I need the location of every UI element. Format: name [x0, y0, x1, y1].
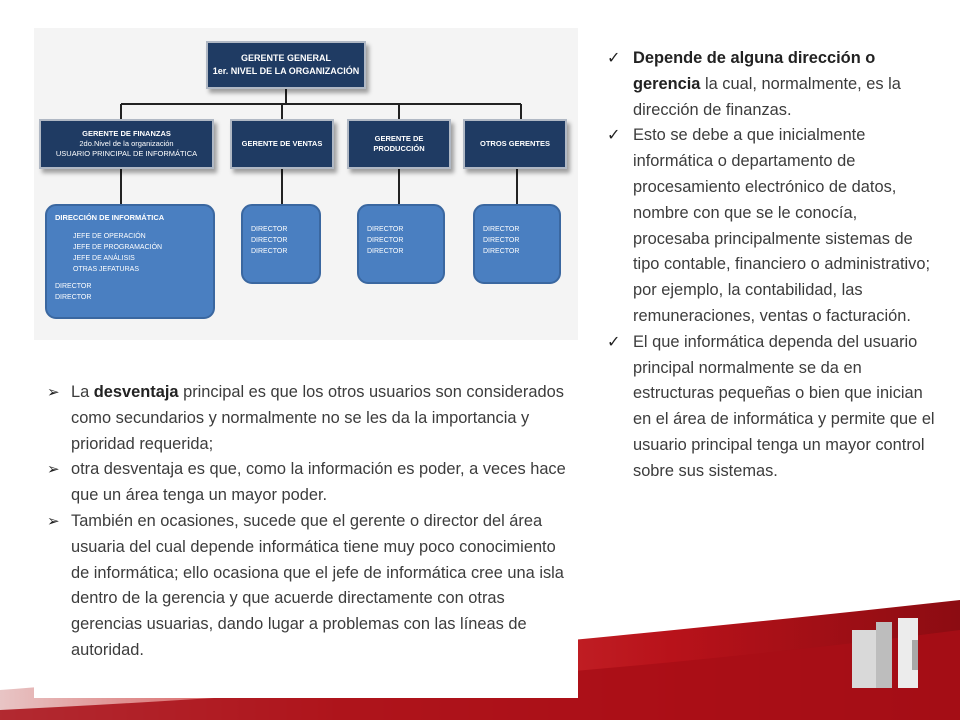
gerente-ventas-box	[230, 119, 334, 169]
org-chart	[34, 28, 578, 340]
director-item: DIRECTOR	[55, 283, 92, 290]
director-item: DIRECTOR	[367, 237, 404, 244]
direccion-informatica-title: DIRECCIÓN DE INFORMÁTICA	[55, 213, 165, 222]
otros-gerentes-title: OTROS GERENTES	[479, 139, 550, 148]
list-item	[598, 46, 938, 123]
jefe-item: JEFE DE PROGRAMACIÓN	[73, 244, 163, 251]
check-bullet-icon: ✓	[607, 333, 621, 351]
gerente-produccion-box	[347, 119, 451, 169]
director-item: DIRECTOR	[367, 226, 404, 233]
list-item	[598, 330, 938, 485]
check-bullet-icon: ✓	[607, 50, 621, 67]
list-item	[34, 457, 578, 509]
director-item: DIRECTOR	[251, 237, 288, 244]
bullet-text: Esto se debe a que inicialmente informática o departamento de procesamiento electrónico de datos, nombre con que se le conocía, procesaba principalmente sistemas de tipo contable, financiero o administrativo; por ejemplo, la contabilidad, las remuneraciones, ventas o facturación.	[633, 126, 931, 325]
bullet-text: El que informática dependa del usuario principal normalmente se da en estructuras pequeñas o bien que inician en el área de informática y permite que el usuario principal tenga un mayor control sobre sus sistemas.	[633, 332, 935, 480]
director-item: DIRECTOR	[367, 248, 404, 255]
jefe-item: JEFE DE ANÁLISIS	[73, 255, 135, 262]
gerente-finanzas-role: USUARIO PRINCIPAL DE INFORMÁTICA	[55, 149, 198, 158]
list-item	[34, 509, 578, 664]
director-item: DIRECTOR	[55, 294, 92, 301]
bullet-bold-text: Depende de alguna dirección o gerencia	[633, 49, 876, 93]
jefe-item: OTRAS JEFATURAS	[73, 266, 139, 273]
arrow-bullet-icon: ➢	[47, 461, 60, 479]
bullet-text: la cual, normalmente, es la dirección de finanzas.	[633, 74, 901, 119]
gerente-general-subtitle: 1er. NIVEL DE LA ORGANIZACIÓN	[212, 66, 360, 76]
gerente-produccion-title-1: GERENTE DE	[374, 134, 424, 143]
produccion-directors-box	[357, 204, 445, 284]
jefes-list	[73, 231, 205, 275]
jefe-item: JEFE DE OPERACIÓN	[73, 233, 146, 240]
gerente-finanzas-level: 2do.Nivel de la organización	[79, 139, 174, 148]
arrow-bullet-icon: ➢	[47, 384, 60, 401]
gerente-general-title: GERENTE GENERAL	[240, 53, 331, 63]
director-item: DIRECTOR	[483, 237, 520, 244]
bullet-text: También en ocasiones, sucede que el gerente o director del área usuaria del cual depende informática tiene muy poco conocimiento de informática; ello ocasiona que el jefe de informática cree una isla dentro de la gerencia y que acuerde directamente con otras gerencias usuarias, dando lugar a problemas con las líneas de autoridad.	[71, 511, 564, 659]
gerente-ventas-title: GERENTE DE VENTAS	[241, 139, 323, 148]
left-bullet-list	[34, 380, 578, 664]
gerente-finanzas-box	[39, 119, 214, 169]
list-item	[34, 380, 578, 457]
otros-directors-box	[473, 204, 561, 284]
direccion-informatica-box	[45, 204, 215, 319]
gerente-produccion-title-2: PRODUCCIÓN	[373, 144, 425, 153]
bullet-bold-text: desventaja	[93, 383, 179, 401]
director-item: DIRECTOR	[483, 248, 520, 255]
director-item: DIRECTOR	[483, 226, 520, 233]
right-bullet-list	[598, 46, 938, 485]
otros-gerentes-box	[463, 119, 567, 169]
director-item: DIRECTOR	[251, 226, 288, 233]
check-bullet-icon: ✓	[607, 127, 621, 145]
director-item: DIRECTOR	[251, 248, 288, 255]
arrow-bullet-icon: ➢	[47, 512, 60, 530]
bullet-text: principal es que los otros usuarios son considerados como secundarios y normalmente no se les da la importancia y prioridad requerida;	[71, 383, 564, 453]
list-item	[598, 123, 938, 329]
gerente-finanzas-title: GERENTE DE FINANZAS	[82, 129, 171, 138]
ventas-directors-box	[241, 204, 321, 284]
bullet-text: La	[71, 383, 94, 401]
bullet-text: otra desventaja es que, como la información es poder, a veces hace que un área tenga un mayor poder.	[71, 460, 566, 505]
gerente-general-box	[206, 41, 366, 89]
